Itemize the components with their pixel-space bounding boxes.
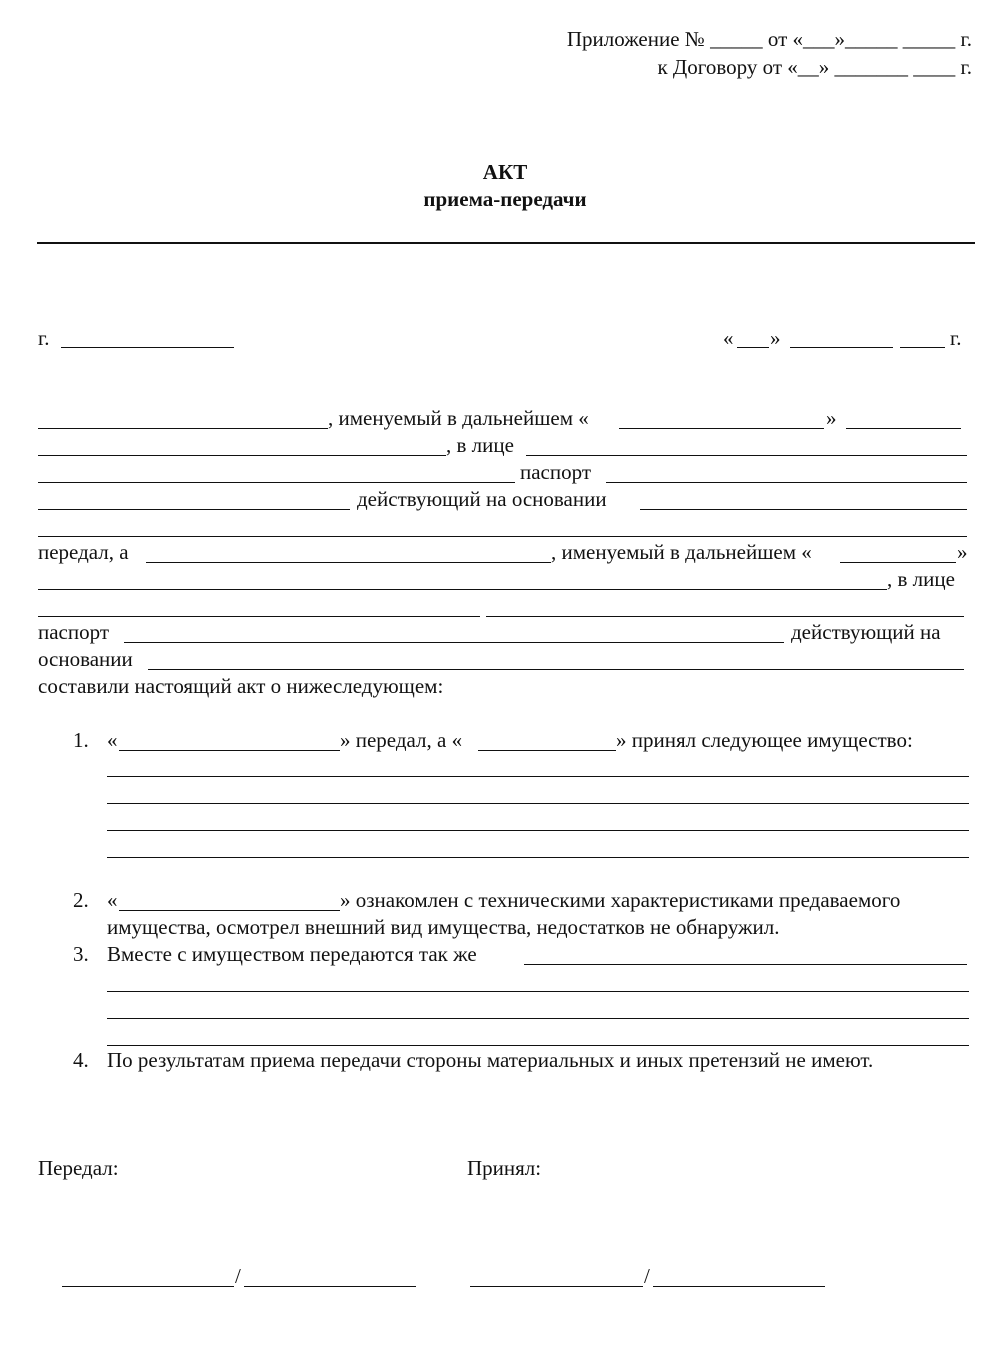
item2-line2: имущества, осмотрел внешний вид имущества, недостатков не обнаружил. <box>107 915 780 939</box>
party1-line4-field[interactable] <box>38 509 350 510</box>
item1-transferred-text: » передал, а « <box>340 728 463 752</box>
title-rule <box>37 242 975 244</box>
item3-extra-line[interactable] <box>107 1018 969 1019</box>
item2-open-quote: « <box>107 888 118 912</box>
item1-party-field[interactable] <box>119 750 340 751</box>
party2-representative-field-b[interactable] <box>486 616 964 617</box>
item1-number: 1. <box>73 728 89 752</box>
party2-passport-field[interactable] <box>124 642 784 643</box>
party2-representative-field-a[interactable] <box>38 616 480 617</box>
item3-number: 3. <box>73 942 89 966</box>
compiled-text: составили настоящий акт о нижеследующем: <box>38 674 444 698</box>
party1-in-person: , в лице <box>446 433 514 457</box>
transferred-and-text: передал, а <box>38 540 129 564</box>
party2-acting-on: действующий на <box>791 620 941 644</box>
date-month-field[interactable] <box>790 347 893 348</box>
date-close-quote: » <box>770 326 781 350</box>
party2-name-field[interactable] <box>146 562 551 563</box>
doc-subtitle: приема-передачи <box>423 187 587 211</box>
party1-named-text: , именуемый в дальнейшем « <box>328 406 589 430</box>
party1-representative-field[interactable] <box>526 455 967 456</box>
item2-party-field[interactable] <box>119 910 340 911</box>
city-prefix: г. <box>38 326 50 350</box>
signature-accepted-label: Принял: <box>467 1156 542 1180</box>
accepted-name-field[interactable] <box>653 1286 825 1287</box>
party2-named-text: , именуемый в дальнейшем « <box>551 540 812 564</box>
date-year-field[interactable] <box>900 347 945 348</box>
transferred-slash: / <box>235 1264 241 1288</box>
party2-quote-close: » <box>957 540 968 564</box>
party1-line5-field[interactable] <box>38 536 967 537</box>
item1-open-quote: « <box>107 728 118 752</box>
item3-extra-field[interactable] <box>524 964 967 965</box>
party2-line2-field[interactable] <box>38 589 887 590</box>
signature-transferred-label: Передал: <box>38 1156 119 1180</box>
party1-basis-field[interactable] <box>640 509 967 510</box>
item1-property-line[interactable] <box>107 857 969 858</box>
accepted-signature-field[interactable] <box>470 1286 643 1287</box>
item3-text: Вместе с имуществом передаются так же <box>107 942 477 966</box>
item2-line1: » ознакомлен с техническими характеристиками предаваемого <box>340 888 901 912</box>
accepted-slash: / <box>644 1264 650 1288</box>
party1-acting-basis: действующий на основании <box>357 487 607 511</box>
party2-passport-label: паспорт <box>38 620 110 644</box>
party2-basis-label: основании <box>38 647 133 671</box>
party1-quote-close: » <box>826 406 837 430</box>
item1-receiver-field[interactable] <box>478 750 616 751</box>
city-field[interactable] <box>61 347 234 348</box>
party2-basis-field[interactable] <box>148 669 964 670</box>
party1-passport-field[interactable] <box>606 482 967 483</box>
item1-property-line[interactable] <box>107 776 969 777</box>
party1-line2-field[interactable] <box>38 455 446 456</box>
item2-number: 2. <box>73 888 89 912</box>
doc-title: АКТ <box>482 160 528 184</box>
transferred-name-field[interactable] <box>244 1286 416 1287</box>
party1-name-field[interactable] <box>38 428 328 429</box>
date-day-field[interactable] <box>737 347 769 348</box>
party2-alias-field[interactable] <box>840 562 956 563</box>
party1-line3-field[interactable] <box>38 482 515 483</box>
party1-passport-label: паспорт <box>520 460 592 484</box>
appendix-line: Приложение № _____ от «___»_____ _____ г. <box>566 27 972 51</box>
item1-accepted-text: » принял следующее имущество: <box>616 728 913 752</box>
date-open-quote: « <box>723 326 734 350</box>
date-year-suffix: г. <box>950 326 962 350</box>
party2-in-person: , в лице <box>887 567 955 591</box>
item1-property-line[interactable] <box>107 830 969 831</box>
item3-extra-line[interactable] <box>107 991 969 992</box>
item4-text: По результатам приема передачи стороны материальных и иных претензий не имеют. <box>107 1048 874 1072</box>
item1-property-line[interactable] <box>107 803 969 804</box>
party1-extra-field[interactable] <box>846 428 961 429</box>
item4-number: 4. <box>73 1048 89 1072</box>
party1-alias-field[interactable] <box>619 428 824 429</box>
contract-line: к Договору от «__» _______ ____ г. <box>657 55 972 79</box>
transferred-signature-field[interactable] <box>62 1286 234 1287</box>
item3-extra-line[interactable] <box>107 1045 969 1046</box>
